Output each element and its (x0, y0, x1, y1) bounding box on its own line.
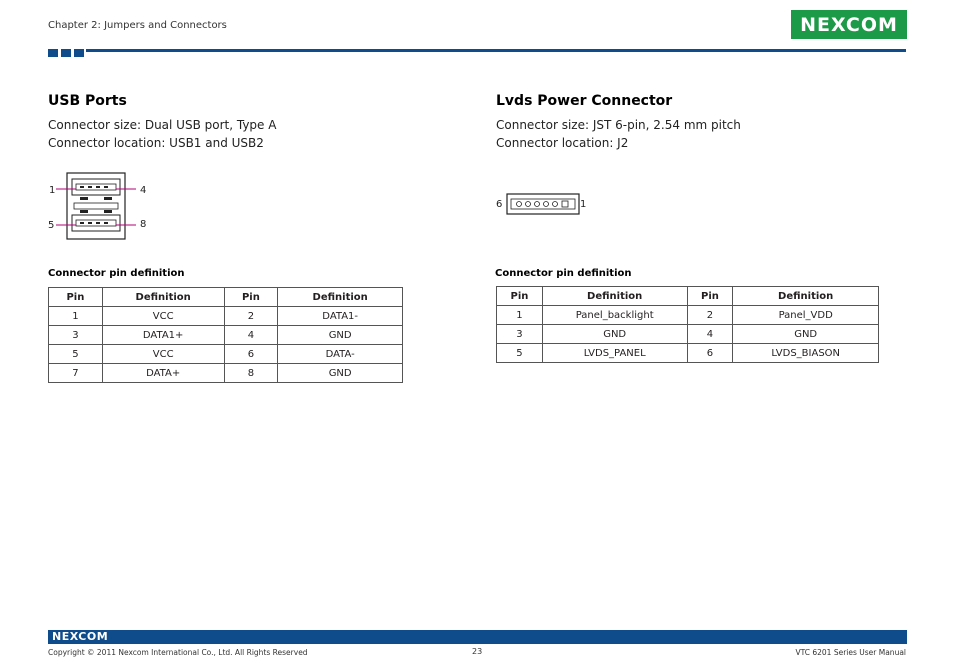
logo-text: NEXCOM (800, 13, 898, 36)
table-cell: LVDS_PANEL (542, 344, 687, 363)
table-cell: GND (278, 364, 403, 383)
table-cell: Panel_VDD (733, 306, 879, 325)
manual-title: VTC 6201 Series User Manual (795, 648, 906, 657)
lvds-pin-table (496, 286, 879, 363)
usb-pin-table (48, 287, 403, 383)
table-cell: VCC (102, 345, 224, 364)
column-header: Pin (49, 288, 103, 307)
table-cell: GND (733, 325, 879, 344)
table-cell: 7 (49, 364, 103, 383)
table-cell: 3 (49, 326, 103, 345)
table-cell: Panel_backlight (542, 306, 687, 325)
usb-connector-location: Connector location: USB1 and USB2 (48, 136, 264, 150)
table-cell: 4 (687, 325, 733, 344)
usb-pin-label-1: 1 (49, 185, 56, 196)
usb-section-title: USB Ports (48, 93, 127, 109)
table-cell: 3 (497, 325, 543, 344)
table-cell: GND (542, 325, 687, 344)
table-row (497, 344, 879, 363)
lvds-connector-location: Connector location: J2 (496, 136, 629, 150)
lvds-section-title: Lvds Power Connector (496, 93, 673, 109)
lvds-connector-size: Connector size: JST 6-pin, 2.54 mm pitch (496, 118, 741, 132)
table-cell: 2 (687, 306, 733, 325)
table-row (49, 326, 403, 345)
page-number: 23 (472, 647, 483, 656)
usb-table-caption: Connector pin definition (48, 268, 185, 279)
table-cell: GND (278, 326, 403, 345)
column-header: Pin (497, 287, 543, 306)
table-cell: DATA1+ (102, 326, 224, 345)
table-row (497, 306, 879, 325)
column-header: Pin (224, 288, 278, 307)
header-square (74, 49, 84, 57)
table-cell: 6 (687, 344, 733, 363)
lvds-pin-label-6: 6 (496, 199, 503, 210)
table-cell: 6 (224, 345, 278, 364)
header-square (48, 49, 58, 57)
usb-connector-size: Connector size: Dual USB port, Type A (48, 118, 277, 132)
table-row (49, 345, 403, 364)
table-cell: 1 (49, 307, 103, 326)
nexcom-logo (791, 10, 907, 39)
table-row (49, 307, 403, 326)
table-row (49, 364, 403, 383)
table-cell: DATA+ (102, 364, 224, 383)
header-square (61, 49, 71, 57)
table-cell: DATA- (278, 345, 403, 364)
table-cell: LVDS_BIASON (733, 344, 879, 363)
column-header: Definition (542, 287, 687, 306)
column-header: Definition (102, 288, 224, 307)
chapter-title: Chapter 2: Jumpers and Connectors (48, 20, 227, 31)
header-rule (86, 49, 906, 52)
table-cell: 5 (49, 345, 103, 364)
copyright-text: Copyright © 2011 Nexcom International Co., Ltd. All Rights Reserved (48, 648, 308, 657)
table-cell: 2 (224, 307, 278, 326)
table-header-row (49, 288, 403, 307)
footer-logo: NEXCOM (52, 630, 109, 643)
table-cell: 4 (224, 326, 278, 345)
lvds-table-caption: Connector pin definition (495, 268, 632, 279)
column-header: Definition (278, 288, 403, 307)
lvds-pin-label-1: 1 (580, 199, 587, 210)
column-header: Pin (687, 287, 733, 306)
header-squares (48, 49, 84, 57)
usb-pin-label-8: 8 (140, 219, 147, 230)
table-cell: 8 (224, 364, 278, 383)
table-header-row (497, 287, 879, 306)
usb-pin-label-5: 5 (48, 220, 55, 231)
usb-connector-diagram (40, 170, 160, 242)
table-cell: 1 (497, 306, 543, 325)
lvds-connector-diagram (505, 192, 581, 218)
footer-bar (48, 630, 907, 644)
table-row (497, 325, 879, 344)
table-cell: DATA1- (278, 307, 403, 326)
table-cell: 5 (497, 344, 543, 363)
table-cell: VCC (102, 307, 224, 326)
usb-pin-label-4: 4 (140, 185, 147, 196)
column-header: Definition (733, 287, 879, 306)
